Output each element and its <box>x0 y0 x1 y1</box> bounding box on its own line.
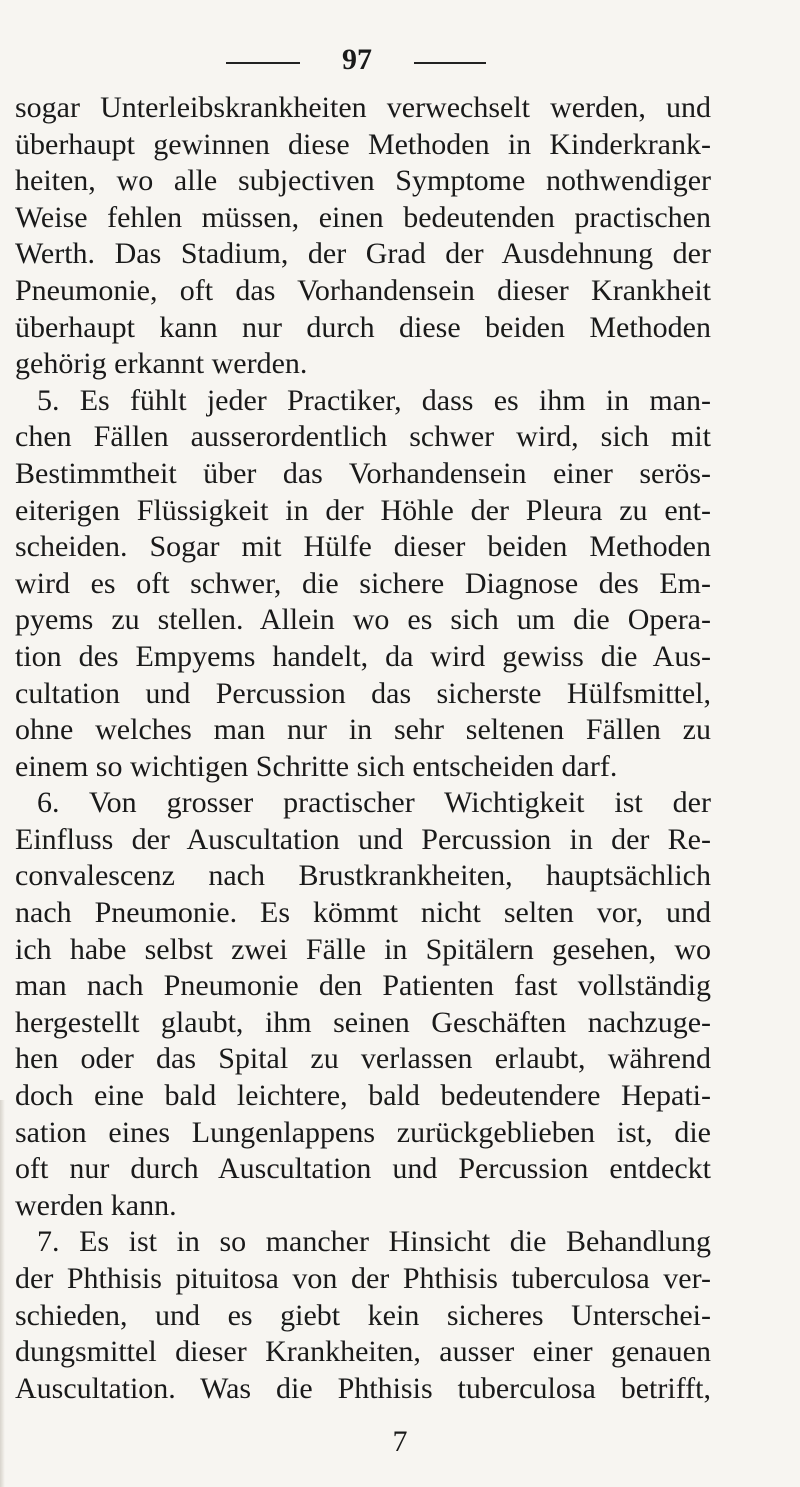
text-line: convalescenz nach Brustkrankheiten, hauptsächlich <box>15 859 711 893</box>
text-line: werden kann. <box>15 1188 177 1222</box>
header-rule-right <box>414 62 486 64</box>
text-line: dungsmittel dieser Krankheiten, ausser einer genauen <box>15 1335 711 1369</box>
text-line: eiterigen Flüssigkeit in der Höhle der Pleura zu ent- <box>15 493 711 527</box>
text-line: hen oder das Spital zu verlassen erlaubt, während <box>15 1042 711 1076</box>
text-line: Bestimmtheit über das Vorhandensein einer serös- <box>15 456 711 490</box>
text-line: Pneumonie, oft das Vorhandensein dieser Krankheit <box>15 273 711 307</box>
text-line: 7. Es ist in so mancher Hinsicht die Behandlung <box>37 1225 711 1259</box>
text-line: oft nur durch Auscultation und Percussion entdeckt <box>15 1152 711 1186</box>
text-line: heiten, wo alle subjectiven Symptome nothwendiger <box>15 164 711 198</box>
text-line: sation eines Lungenlappens zurückgeblieben ist, die <box>15 1115 711 1149</box>
page-number: 97 <box>342 43 372 76</box>
text-line: Werth. Das Stadium, der Grad der Ausdehnung der <box>15 237 711 271</box>
text-line: Auscultation. Was die Phthisis tuberculosa betrifft, <box>15 1371 711 1405</box>
text-line: man nach Pneumonie den Patienten fast vollständig <box>15 969 711 1003</box>
text-line: einem so wichtigen Schritte sich entscheiden darf. <box>15 749 618 783</box>
text-line: überhaupt gewinnen diese Methoden in Kinderkrank- <box>15 127 711 161</box>
text-line: 6. Von grosser practischer Wichtigkeit ist der <box>37 786 711 820</box>
text-line: scheiden. Sogar mit Hülfe dieser beiden Methoden <box>15 530 711 564</box>
text-line: der Phthisis pituitosa von der Phthisis tuberculosa ver- <box>15 1262 711 1295</box>
text-line: hergestellt glaubt, ihm seinen Geschäften nachzuge- <box>15 1005 711 1039</box>
text-line: nach Pneumonie. Es kömmt nicht selten vor, und <box>15 896 711 930</box>
text-line: pyems zu stellen. Allein wo es sich um die Opera- <box>15 603 711 637</box>
text-line: überhaupt kann nur durch diese beiden Methoden <box>15 310 711 344</box>
text-line: chen Fällen ausserordentlich schwer wird, sich mit <box>15 420 711 454</box>
text-line: gehörig erkannt werden. <box>15 347 308 381</box>
text-line: ich habe selbst zwei Fälle in Spitälern gesehen, wo <box>15 932 711 966</box>
text-line: wird es oft schwer, die sichere Diagnose des Em- <box>15 566 711 600</box>
running-header <box>0 40 800 80</box>
text-line: sogar Unterleibskrankheiten verwechselt werden, und <box>15 91 711 124</box>
text-line: 5. Es fühlt jeder Practiker, dass es ihm in man- <box>37 383 711 417</box>
text-line: ohne welches man nur in sehr seltenen Fällen zu <box>15 713 711 747</box>
text-line: doch eine bald leichtere, bald bedeutendere Hepati- <box>15 1079 711 1113</box>
signature-mark: 7 <box>392 1425 408 1458</box>
text-line: cultation und Percussion das sicherste Hülfsmittel, <box>15 676 711 710</box>
text-line: Weise fehlen müssen, einen bedeutenden practischen <box>15 200 711 234</box>
body-text <box>15 90 711 1407</box>
text-line: Einfluss der Auscultation und Percussion in der Re- <box>15 822 711 856</box>
header-rule-left <box>226 62 300 64</box>
text-line: tion des Empyems handelt, da wird gewiss die Aus- <box>15 639 711 673</box>
text-line: schieden, und es giebt kein sicheres Unterschei- <box>15 1298 711 1332</box>
